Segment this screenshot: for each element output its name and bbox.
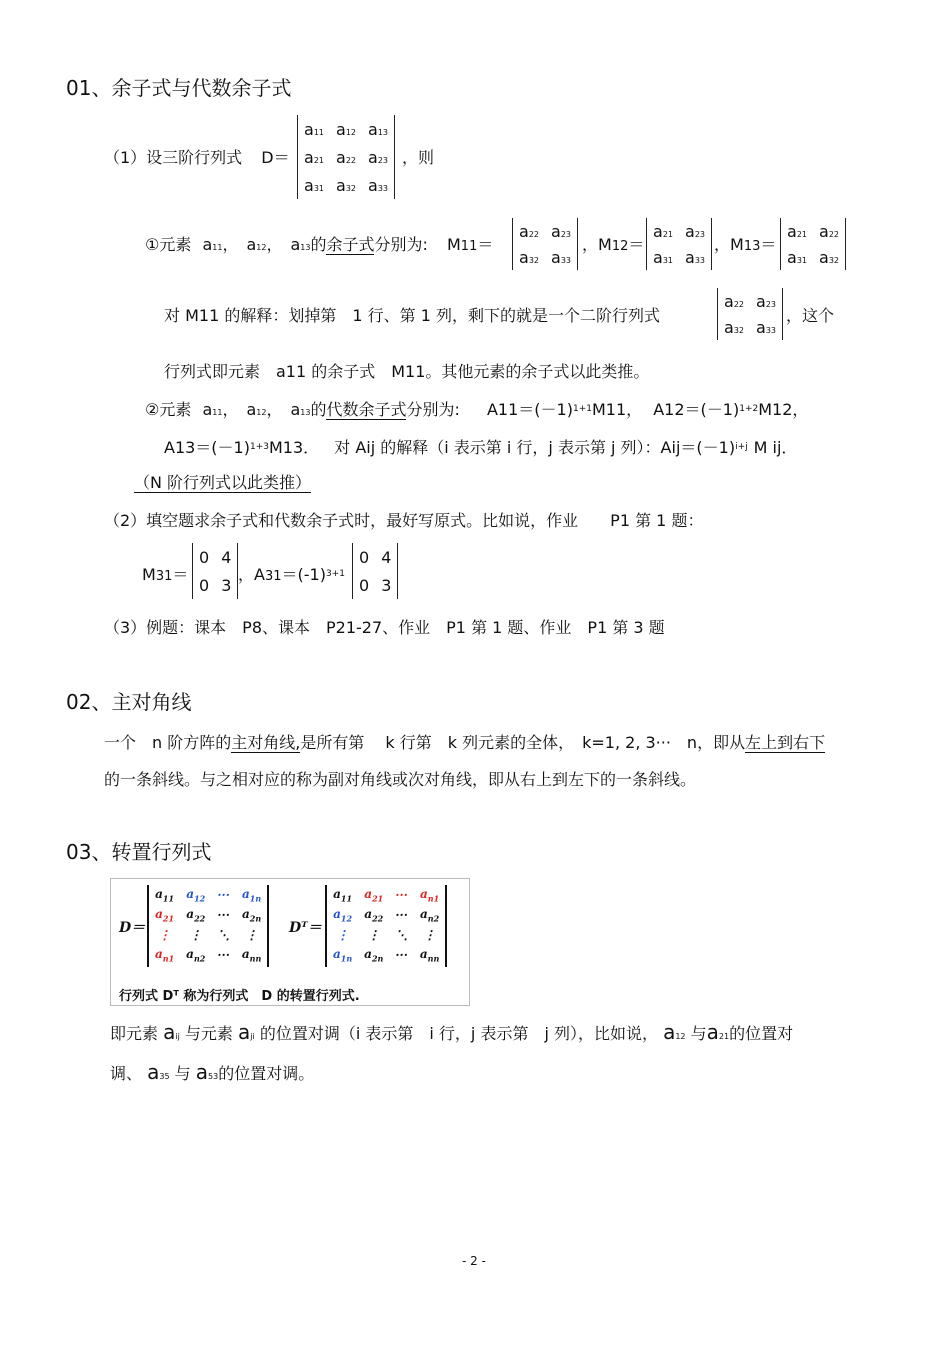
cofactor-mid: 的: [310, 400, 327, 419]
matrix-cell: $a_{22}$: [186, 906, 206, 924]
matrix-cell: 3: [221, 575, 232, 595]
transpose-line2: 调、 a35 与 a53的位置对调。: [110, 1060, 315, 1084]
M31-label: M31＝: [142, 565, 189, 584]
determinant-M11: [512, 218, 578, 270]
explain-suffix: ，这个: [786, 306, 835, 325]
matrix-cell: ···: [395, 888, 408, 902]
figure-DT-grid: [327, 885, 445, 965]
determinant-M31: [192, 543, 238, 599]
page-number: - 2 -: [462, 1254, 486, 1268]
matrix-cell: a32: [819, 247, 839, 267]
matrix-cell: a21: [304, 147, 324, 167]
matrix-cell: a31: [787, 247, 807, 267]
figure-D-matrix: [147, 885, 269, 967]
matrix-cell: a21: [787, 221, 807, 241]
matrix-cell: ⋮: [245, 928, 258, 942]
matrix-cell: 3: [381, 575, 392, 595]
section-heading-diagonal: 02、主对角线: [66, 690, 192, 714]
matrix-cell: $a_{22}$: [364, 906, 384, 924]
item1-text: [104, 145, 290, 168]
matrix-cell: a23: [756, 291, 776, 311]
matrix-row: [353, 543, 397, 571]
matrix-row: [298, 115, 394, 143]
item3-text: （3）例题：课本 P8、课本 P21-27、作业 P1 第 1 题、作业 P1 第 3 题: [104, 618, 665, 637]
matrix-cell: a31: [304, 175, 324, 195]
A12-formula: $A12=(-1)^{1+2}M12$，: [653, 400, 809, 419]
cofactor-term: 代数余子式: [326, 400, 407, 419]
diagonal-line2: 的一条斜线。与之相对应的称为副对角线或次对角线，即从右上到左下的一条斜线。: [104, 770, 697, 789]
matrix-cell: a23: [551, 221, 571, 241]
matrix-row: [149, 925, 267, 945]
section-heading-transpose: 03、转置行列式: [66, 840, 212, 864]
matrix-cell: a22: [724, 291, 744, 311]
item1-suffix: ，则: [402, 148, 435, 167]
matrix-cell: ⋮: [158, 928, 171, 942]
explain-line1: 对 M11 的解释：划掉第 1 行、第 1 列，剩下的就是一个二阶行列式: [164, 306, 660, 325]
matrix-cell: a11: [304, 119, 324, 139]
matrix-cell: $a_{n2}$: [186, 946, 206, 964]
minor-end: 分别为:: [374, 235, 428, 254]
matrix-row: [298, 143, 394, 171]
matrix-cell: $a_{n1}$: [155, 946, 175, 964]
matrix-cell: a33: [551, 247, 571, 267]
matrix-cell: a22: [519, 221, 539, 241]
matrix-cell: $a_{nn}$: [241, 946, 262, 964]
determinant-M11-explain-grid: [718, 288, 782, 340]
matrix-row: [781, 244, 845, 270]
figure-DT-label: Dᵀ＝: [289, 920, 322, 936]
M12-label: ，M12＝: [582, 235, 645, 254]
matrix-cell: $a_{12}$: [333, 906, 353, 924]
cofactor-prefix: ②元素: [145, 400, 192, 419]
matrix-cell: a21: [653, 221, 673, 241]
matrix-row: [327, 885, 445, 905]
determinant-M12-grid: [647, 218, 711, 270]
diagonal-line1: 一个 n 阶方阵的主对角线,是所有第 k 行第 k 列元素的全体， k=1, 2, 3··· n，即从左上到右下: [104, 733, 826, 752]
matrix-row: [647, 244, 711, 270]
minor-definition-line: [145, 232, 493, 255]
minor-elems: a11， a12， a13: [202, 235, 311, 254]
A13-line: [164, 435, 797, 458]
matrix-cell: a33: [368, 175, 388, 195]
matrix-cell: ⋮: [336, 928, 349, 942]
matrix-row: [353, 571, 397, 599]
matrix-row: [781, 218, 845, 244]
matrix-cell: a32: [519, 247, 539, 267]
minor-mid: 的: [310, 235, 327, 254]
matrix-cell: 0: [359, 547, 370, 567]
determinant-M13-grid: [781, 218, 845, 270]
matrix-cell: a13: [368, 119, 388, 139]
determinant-M11-explain: [717, 288, 783, 340]
M11-label: M11＝: [446, 235, 494, 254]
matrix-cell: $a_{11}$: [155, 886, 175, 904]
matrix-cell: a33: [756, 317, 776, 337]
matrix-cell: a22: [336, 147, 356, 167]
matrix-cell: 0: [199, 547, 210, 567]
matrix-cell: ···: [217, 948, 230, 962]
Aij-explain: 对 Aij 的解释（i 表示第 i 行，j 表示第 j 列）：$Aij=(-1)^{i+j}$ M ij．: [334, 438, 798, 457]
explain-line2: 行列式即元素 a11 的余子式 M11。其他元素的余子式以此类推。: [164, 362, 650, 381]
matrix-row: [718, 288, 782, 314]
matrix-row: [193, 543, 237, 571]
item2-text: （2）填空题求余子式和代数余子式时，最好写原式。比如说，作业 P1 第 1 题：: [104, 511, 704, 530]
matrix-cell: a32: [724, 317, 744, 337]
determinant-M11-grid: [513, 218, 577, 270]
determinant-D: [297, 115, 395, 199]
cofactor-elems: a11， a12， a13: [202, 400, 311, 419]
determinant-A31: [352, 543, 398, 599]
matrix-row: [327, 925, 445, 945]
figure-DT-matrix: [325, 885, 447, 967]
A13-formula: $A13=(-1)^{1+3}M13$．: [164, 438, 320, 457]
transpose-line1: 即元素 aij 与元素 aji 的位置对调（i 表示第 i 行，j 表示第 j 列），比如说， a12 与a21的位置对: [110, 1020, 794, 1044]
matrix-cell: $a_{2n}$: [364, 946, 384, 964]
matrix-cell: $a_{11}$: [333, 886, 353, 904]
matrix-cell: ···: [217, 888, 230, 902]
determinant-M12: [646, 218, 712, 270]
cofactor-end: 分别为:: [406, 400, 460, 419]
determinant-A31-grid: [353, 543, 397, 599]
matrix-cell: a23: [685, 221, 705, 241]
matrix-row: [327, 945, 445, 965]
matrix-cell: ⋮: [189, 928, 202, 942]
matrix-cell: ⋮: [367, 928, 380, 942]
figure-D-grid: [149, 885, 267, 965]
matrix-cell: $a_{21}$: [155, 906, 175, 924]
matrix-cell: $a_{1n}$: [333, 946, 353, 964]
matrix-cell: 4: [381, 547, 392, 567]
determinant-M13: [780, 218, 846, 270]
matrix-row: [647, 218, 711, 244]
matrix-cell: $a_{n1}$: [420, 886, 440, 904]
M13-label: ，M13＝: [714, 235, 777, 254]
matrix-row: [149, 885, 267, 905]
item1-D-label: D＝: [261, 148, 290, 167]
determinant-M31-grid: [193, 543, 237, 599]
n-order-note: （N 阶行列式以此类推）: [134, 473, 312, 492]
minor-prefix: ①元素: [145, 235, 192, 254]
matrix-cell: ⋱: [217, 928, 230, 942]
matrix-cell: a22: [819, 221, 839, 241]
matrix-cell: $a_{2n}$: [242, 906, 262, 924]
minor-term: 余子式: [326, 235, 375, 254]
matrix-cell: $a_{21}$: [364, 886, 384, 904]
matrix-cell: $a_{12}$: [186, 886, 206, 904]
transpose-figure: [110, 878, 470, 1006]
matrix-cell: 0: [199, 575, 210, 595]
matrix-row: [298, 171, 394, 199]
item1-prefix: （1）设三阶行列式: [104, 148, 243, 167]
matrix-row: [718, 314, 782, 340]
matrix-cell: $a_{1n}$: [242, 886, 262, 904]
matrix-cell: $a_{nn}$: [419, 946, 440, 964]
determinant-D-grid: [298, 115, 394, 199]
figure-D-label: D＝: [119, 920, 146, 936]
matrix-row: [513, 244, 577, 270]
matrix-cell: ···: [395, 908, 408, 922]
A31-label: ，$A31=(-1)^{3+1}$: [238, 565, 345, 584]
cofactor-definition-line: [145, 397, 808, 420]
matrix-cell: $a_{n2}$: [420, 906, 440, 924]
A11-formula: $A11=(-1)^{1+1}M11$，: [486, 400, 643, 419]
matrix-cell: ⋱: [395, 928, 408, 942]
matrix-cell: 0: [359, 575, 370, 595]
matrix-cell: a23: [368, 147, 388, 167]
matrix-row: [513, 218, 577, 244]
matrix-cell: a12: [336, 119, 356, 139]
matrix-cell: 4: [221, 547, 232, 567]
matrix-cell: a33: [685, 247, 705, 267]
matrix-cell: ···: [217, 908, 230, 922]
section-heading-cofactor: 01、余子式与代数余子式: [66, 76, 292, 100]
matrix-cell: ⋮: [423, 928, 436, 942]
matrix-row: [149, 945, 267, 965]
matrix-row: [327, 905, 445, 925]
matrix-cell: ···: [395, 948, 408, 962]
matrix-cell: a31: [653, 247, 673, 267]
matrix-row: [149, 905, 267, 925]
figure-caption: 行列式 Dᵀ 称为行列式 D 的转置行列式.: [119, 989, 360, 1004]
matrix-row: [193, 571, 237, 599]
matrix-cell: a32: [336, 175, 356, 195]
